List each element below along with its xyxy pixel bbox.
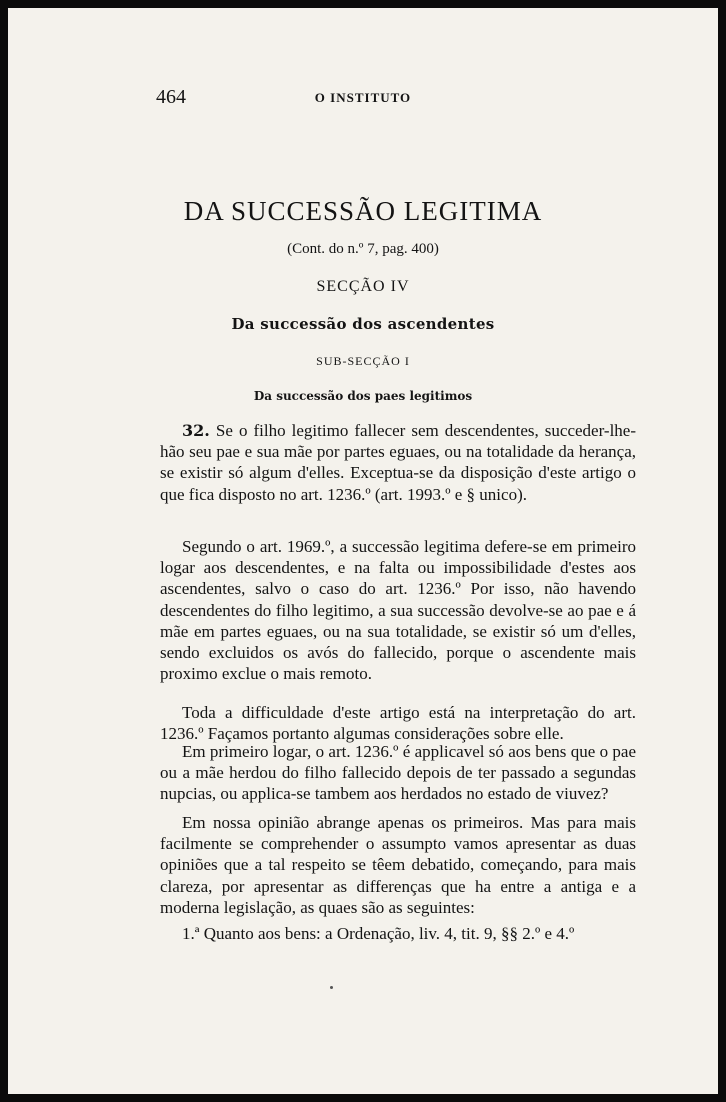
paragraph-text: Se o filho legitimo fallecer sem descendentes, succeder-lhe-hão seu pae e sua mãe por partes eguaes, ou na totalidade da herança, se existir só algum d'elles. Exceptua-se da disposição d'este artigo o que fica disposto no art. 1236.º (art. 1993.º e § unico).: [160, 421, 636, 504]
page-number: 464: [156, 86, 186, 108]
running-head: O INSTITUTO: [314, 90, 412, 105]
paragraph: Em nossa opinião abrange apenas os primeiros. Mas para mais facilmente se comprehender o assumpto vamos apresentar as duas opiniões que a tal respeito se têem debatido, começando, para mais clareza, por apresentar as differenças que ha entre a antiga e a moderna legislação, as quaes são as seguintes:: [160, 813, 636, 917]
paragraph: Em primeiro logar, o art. 1236.º é applicavel só aos bens que o pae ou a mãe herdou do filho fallecido depois de ter passado a segundas nupcias, ou applica-se tambem aos herdados no estado de viuvez?: [160, 742, 636, 804]
page: [8, 8, 718, 1094]
paragraph: Segundo o art. 1969.º, a successão legitima defere-se em primeiro logar aos descendentes, e na falta ou impossibilidade d'estes aos ascendentes, salvo o caso do art. 1236.º Por isso, não havendo descendentes do filho legitimo, a sua successão devolve-se ao pae e á mãe em partes eguaes, ou na sua totalidade, se existir só um d'elles, sendo excluidos os avós do fallecido, porque o ascendente mais proximo exclue o mais remoto.: [160, 537, 636, 684]
article-subtitle: (Cont. do n.º 7, pag. 400): [287, 241, 439, 257]
paragraph-32: [160, 420, 636, 505]
paragraph: 1.ª Quanto aos bens: a Ordenação, liv. 4, tit. 9, §§ 2.º e 4.º: [182, 924, 575, 943]
paragraph-number: 32.: [182, 421, 210, 440]
page-header: [8, 86, 718, 110]
section-title: Da successão dos ascendentes: [231, 315, 495, 333]
subsection-label: SUB-SECÇÃO I: [316, 354, 410, 368]
ink-speck: [330, 986, 333, 989]
paragraph: Toda a difficuldade d'este artigo está na interpretação do art. 1236.º Façamos portanto algumas considerações sobre elle.: [160, 703, 636, 744]
article-title: DA SUCCESSÃO LEGITIMA: [183, 196, 543, 226]
subsection-title: Da successão dos paes legitimos: [253, 389, 473, 403]
section-label: SECÇÃO IV: [316, 278, 410, 295]
